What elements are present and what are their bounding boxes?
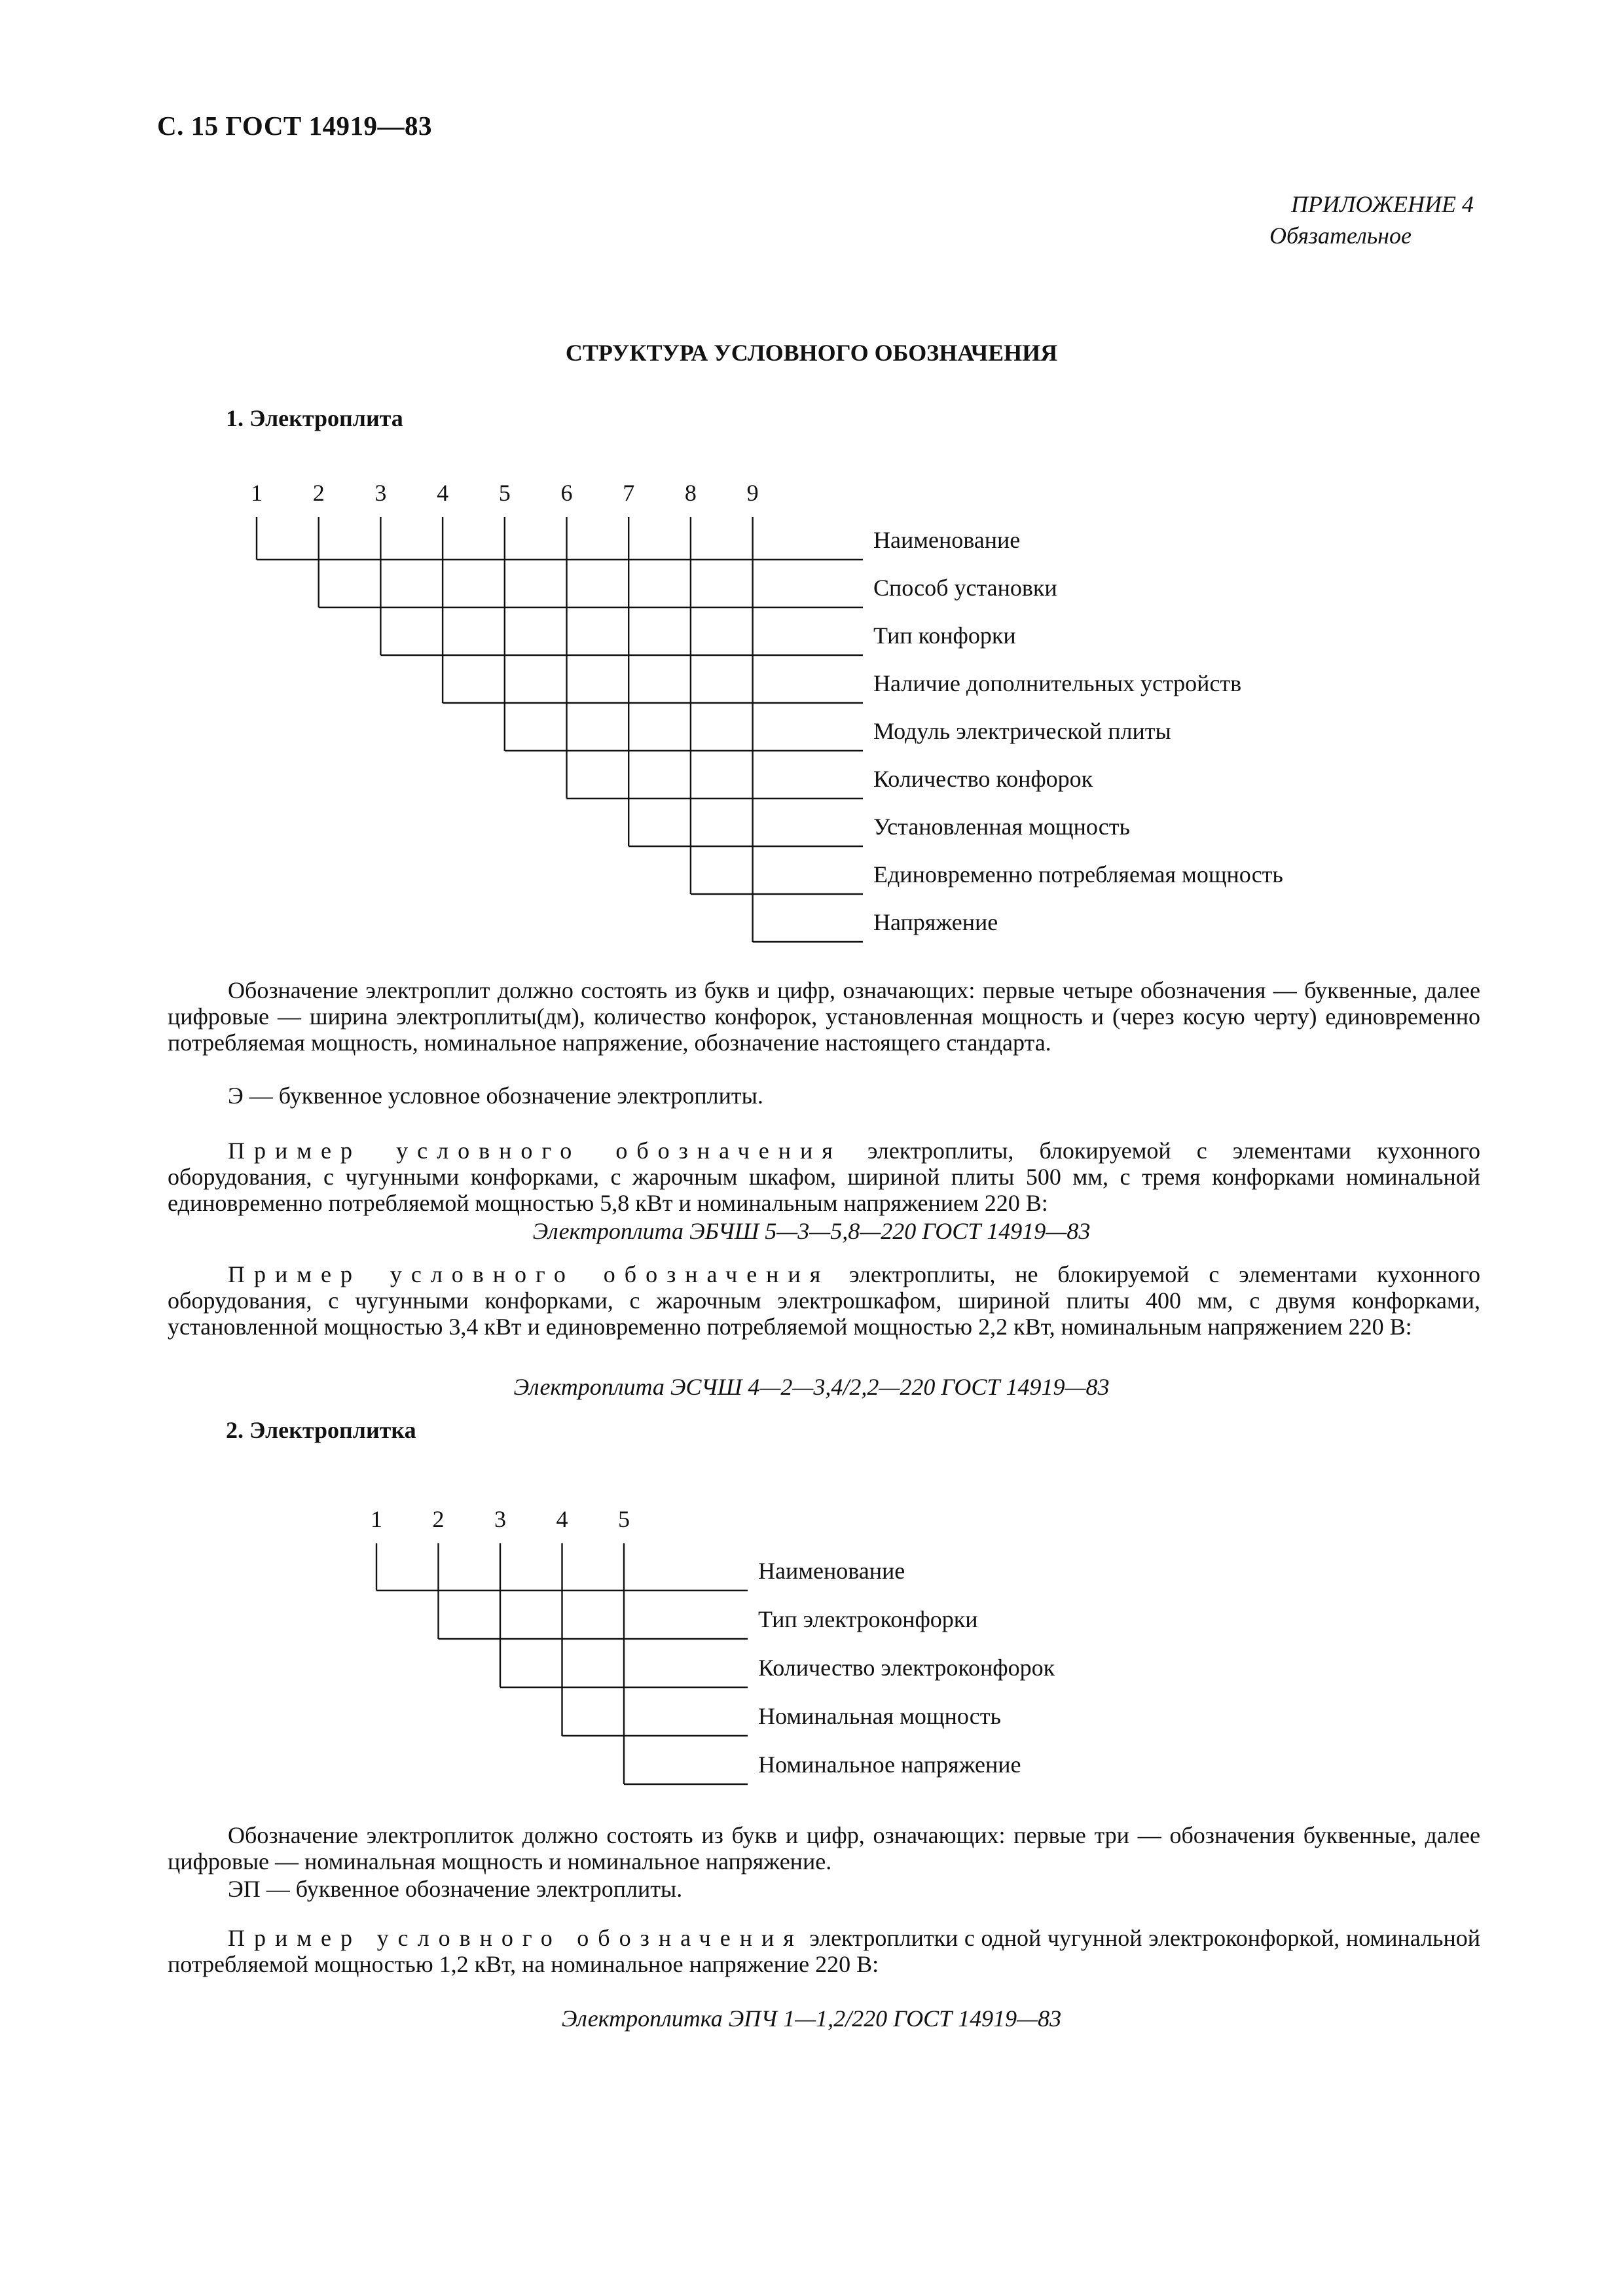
position-5-label: Модуль электрической плиты: [873, 718, 1171, 744]
example-3-text: электроплитки с одной чугунной электроконфоркой, номинальной потребляемой мощностью 1,2 кВт, на номинальное напряжение 220 В:: [168, 1925, 1480, 1977]
section-2-example: [168, 1925, 1480, 1977]
example-2-label: Пример условного обозначения: [228, 1261, 830, 1287]
position-1-label: Наименование: [758, 1558, 905, 1584]
section-2-description-text: Обозначение электроплиток должно состоять из букв и цифр, означающих: первые три — обозначения буквенные, далее цифровые — номинальная мощность и номинальное напряжение.: [168, 1822, 1480, 1874]
section-2-letter-code: [168, 1876, 1480, 1902]
document-title: СТРУКТУРА УСЛОВНОГО ОБОЗНАЧЕНИЯ: [565, 340, 1058, 366]
example-2-text: электроплиты, не блокируемой с элементами кухонного оборудования, с чугунными конфорками, с жарочным электрошкафом, шириной плиты 400 мм, с двумя конфорками, установленной мощностью 3,4 кВт и единовременно потребляемой мощностью 2,2 кВт, номинальным напряжением 220 В:: [168, 1261, 1480, 1340]
section-2-heading: 2. Электроплитка: [226, 1417, 416, 1443]
position-number-1: 1: [251, 480, 263, 506]
section-1-letter-code-text: Э — буквенное условное обозначение электроплиты.: [228, 1083, 763, 1109]
example-1-label: Пример условного обозначения: [228, 1138, 842, 1164]
example-3-designation: Электроплитка ЭПЧ 1—1,2/220 ГОСТ 14919—83: [561, 2005, 1062, 2032]
position-number-9: 9: [746, 480, 759, 506]
position-number-7: 7: [623, 480, 635, 506]
position-2-label: Тип электроконфорки: [758, 1606, 978, 1632]
position-number-2: 2: [312, 480, 325, 506]
position-2-label: Способ установки: [873, 575, 1057, 601]
position-7-label: Установленная мощность: [873, 814, 1130, 840]
position-3-label: Количество электроконфорок: [758, 1655, 1055, 1681]
example-1-designation: Электроплита ЭБЧШ 5—3—5,8—220 ГОСТ 14919—83: [532, 1218, 1091, 1244]
position-8-label: Единовременно потребляемая мощность: [873, 861, 1283, 888]
position-number-3: 3: [494, 1506, 506, 1532]
section-1-description-text: Обозначение электроплит должно состоять из букв и цифр, означающих: первые четыре обозначения — буквенные, далее цифровые — ширина электроплиты(дм), количество конфорок, установленная мощность и (через косую черту) единовременно потребляемая мощность, номинальное напряжение, обозначение настоящего стандарта.: [168, 977, 1480, 1056]
position-number-4: 4: [556, 1506, 568, 1532]
position-number-8: 8: [684, 480, 697, 506]
position-1-label: Наименование: [873, 527, 1021, 553]
appendix-status: Обязательное: [1269, 223, 1412, 249]
position-4-label: Наличие дополнительных устройств: [873, 670, 1242, 696]
section-1-heading: 1. Электроплита: [226, 405, 403, 431]
position-5-label: Номинальное напряжение: [758, 1751, 1021, 1778]
page-header: С. 15 ГОСТ 14919—83: [157, 111, 433, 141]
section-2-letter-code-text: ЭП — буквенное обозначение электроплиты.: [228, 1876, 683, 1902]
position-3-label: Тип конфорки: [873, 622, 1016, 649]
position-number-2: 2: [432, 1506, 445, 1532]
position-4-label: Номинальная мощность: [758, 1703, 1001, 1729]
position-6-label: Количество конфорок: [873, 766, 1093, 792]
position-number-1: 1: [371, 1506, 382, 1532]
section-2-description: [168, 1822, 1480, 1874]
appendix-title: ПРИЛОЖЕНИЕ 4: [1291, 191, 1474, 217]
example-3-label: Пример условного обозначения: [228, 1925, 803, 1951]
position-number-6: 6: [560, 480, 573, 506]
position-number-5: 5: [498, 480, 511, 506]
example-2-designation: Электроплита ЭСЧШ 4—2—3,4/2,2—220 ГОСТ 14919—83: [513, 1374, 1110, 1400]
position-number-3: 3: [374, 480, 387, 506]
position-number-4: 4: [437, 480, 449, 506]
position-number-5: 5: [618, 1506, 630, 1532]
position-9-label: Напряжение: [873, 909, 998, 935]
example-1-text: электроплиты, блокируемой с элементами кухонного оборудования, с чугунными конфорками, с жарочным шкафом, шириной плиты 500 мм, с тремя конфорками номинальной единовременно потребляемой мощностью 5,8 кВт и номинальным напряжением 220 В:: [168, 1138, 1480, 1216]
